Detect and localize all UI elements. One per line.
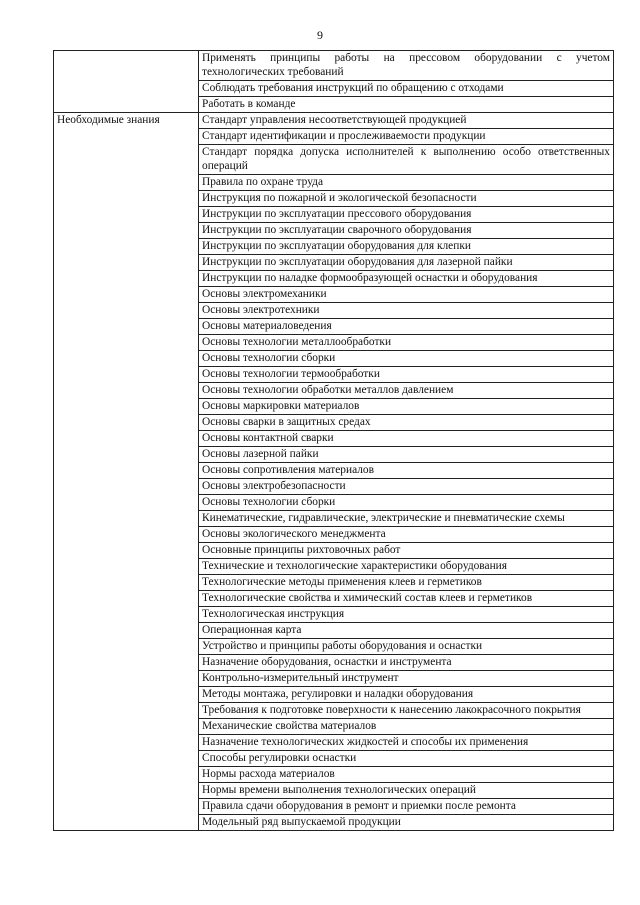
requirement-item: Технологическая инструкция <box>199 607 614 623</box>
requirement-item: Нормы времени выполнения технологических операций <box>199 783 614 799</box>
table-row <box>54 113 614 129</box>
requirement-item: Основы электромеханики <box>199 287 614 303</box>
requirement-item: Устройство и принципы работы оборудования и оснастки <box>199 639 614 655</box>
requirement-item: Основы сварки в защитных средах <box>199 415 614 431</box>
requirement-item: Основы электротехники <box>199 303 614 319</box>
requirement-item: Правила по охране труда <box>199 175 614 191</box>
requirement-item: Основы экологического менеджмента <box>199 527 614 543</box>
section-label-empty <box>54 51 199 113</box>
requirements-table-body <box>54 51 614 831</box>
requirement-item: Стандарт управления несоответствующей продукцией <box>199 113 614 129</box>
requirement-item: Механические свойства материалов <box>199 719 614 735</box>
requirement-item: Назначение технологических жидкостей и способы их применения <box>199 735 614 751</box>
requirement-item: Основы технологии сборки <box>199 495 614 511</box>
requirement-item: Основы контактной сварки <box>199 431 614 447</box>
requirement-item: Инструкция по пожарной и экологической безопасности <box>199 191 614 207</box>
requirement-item: Основы технологии металлообработки <box>199 335 614 351</box>
requirement-item: Инструкции по наладке формообразующей оснастки и оборудования <box>199 271 614 287</box>
requirement-item: Кинематические, гидравлические, электрические и пневматические схемы <box>199 511 614 527</box>
requirement-item: Инструкции по эксплуатации оборудования для клепки <box>199 239 614 255</box>
requirement-item: Способы регулировки оснастки <box>199 751 614 767</box>
requirement-item: Основы маркировки материалов <box>199 399 614 415</box>
requirement-item: Основы лазерной пайки <box>199 447 614 463</box>
requirement-item: Применять принципы работы на прессовом оборудовании с учетом технологических требований <box>199 51 614 81</box>
requirement-item: Инструкции по эксплуатации сварочного оборудования <box>199 223 614 239</box>
requirement-item: Основы технологии сборки <box>199 351 614 367</box>
requirement-item: Стандарт идентификации и прослеживаемости продукции <box>199 129 614 145</box>
requirement-item: Технологические методы применения клеев и герметиков <box>199 575 614 591</box>
requirement-item: Инструкции по эксплуатации оборудования для лазерной пайки <box>199 255 614 271</box>
table-row <box>54 51 614 81</box>
requirement-item: Технологические свойства и химический состав клеев и герметиков <box>199 591 614 607</box>
requirement-item: Работать в команде <box>199 97 614 113</box>
requirement-item: Операционная карта <box>199 623 614 639</box>
requirement-item: Основы сопротивления материалов <box>199 463 614 479</box>
section-label: Необходимые знания <box>54 113 199 831</box>
requirement-item: Основы технологии обработки металлов давлением <box>199 383 614 399</box>
requirement-item: Стандарт порядка допуска исполнителей к выполнению особо ответственных операций <box>199 145 614 175</box>
requirement-item: Требования к подготовке поверхности к нанесению лакокрасочного покрытия <box>199 703 614 719</box>
requirement-item: Правила сдачи оборудования в ремонт и приемки после ремонта <box>199 799 614 815</box>
requirement-item: Контрольно-измерительный инструмент <box>199 671 614 687</box>
requirement-item: Методы монтажа, регулировки и наладки оборудования <box>199 687 614 703</box>
requirement-item: Технические и технологические характеристики оборудования <box>199 559 614 575</box>
page-number: 9 <box>317 28 323 42</box>
requirement-item: Основы материаловедения <box>199 319 614 335</box>
requirement-item: Основы электробезопасности <box>199 479 614 495</box>
requirement-item: Соблюдать требования инструкций по обращению с отходами <box>199 81 614 97</box>
requirement-item: Основные принципы рихтовочных работ <box>199 543 614 559</box>
requirement-item: Основы технологии термообработки <box>199 367 614 383</box>
requirements-table <box>53 50 614 831</box>
requirement-item: Модельный ряд выпускаемой продукции <box>199 815 614 831</box>
requirement-item: Инструкции по эксплуатации прессового оборудования <box>199 207 614 223</box>
requirement-item: Назначение оборудования, оснастки и инструмента <box>199 655 614 671</box>
requirement-item: Нормы расхода материалов <box>199 767 614 783</box>
